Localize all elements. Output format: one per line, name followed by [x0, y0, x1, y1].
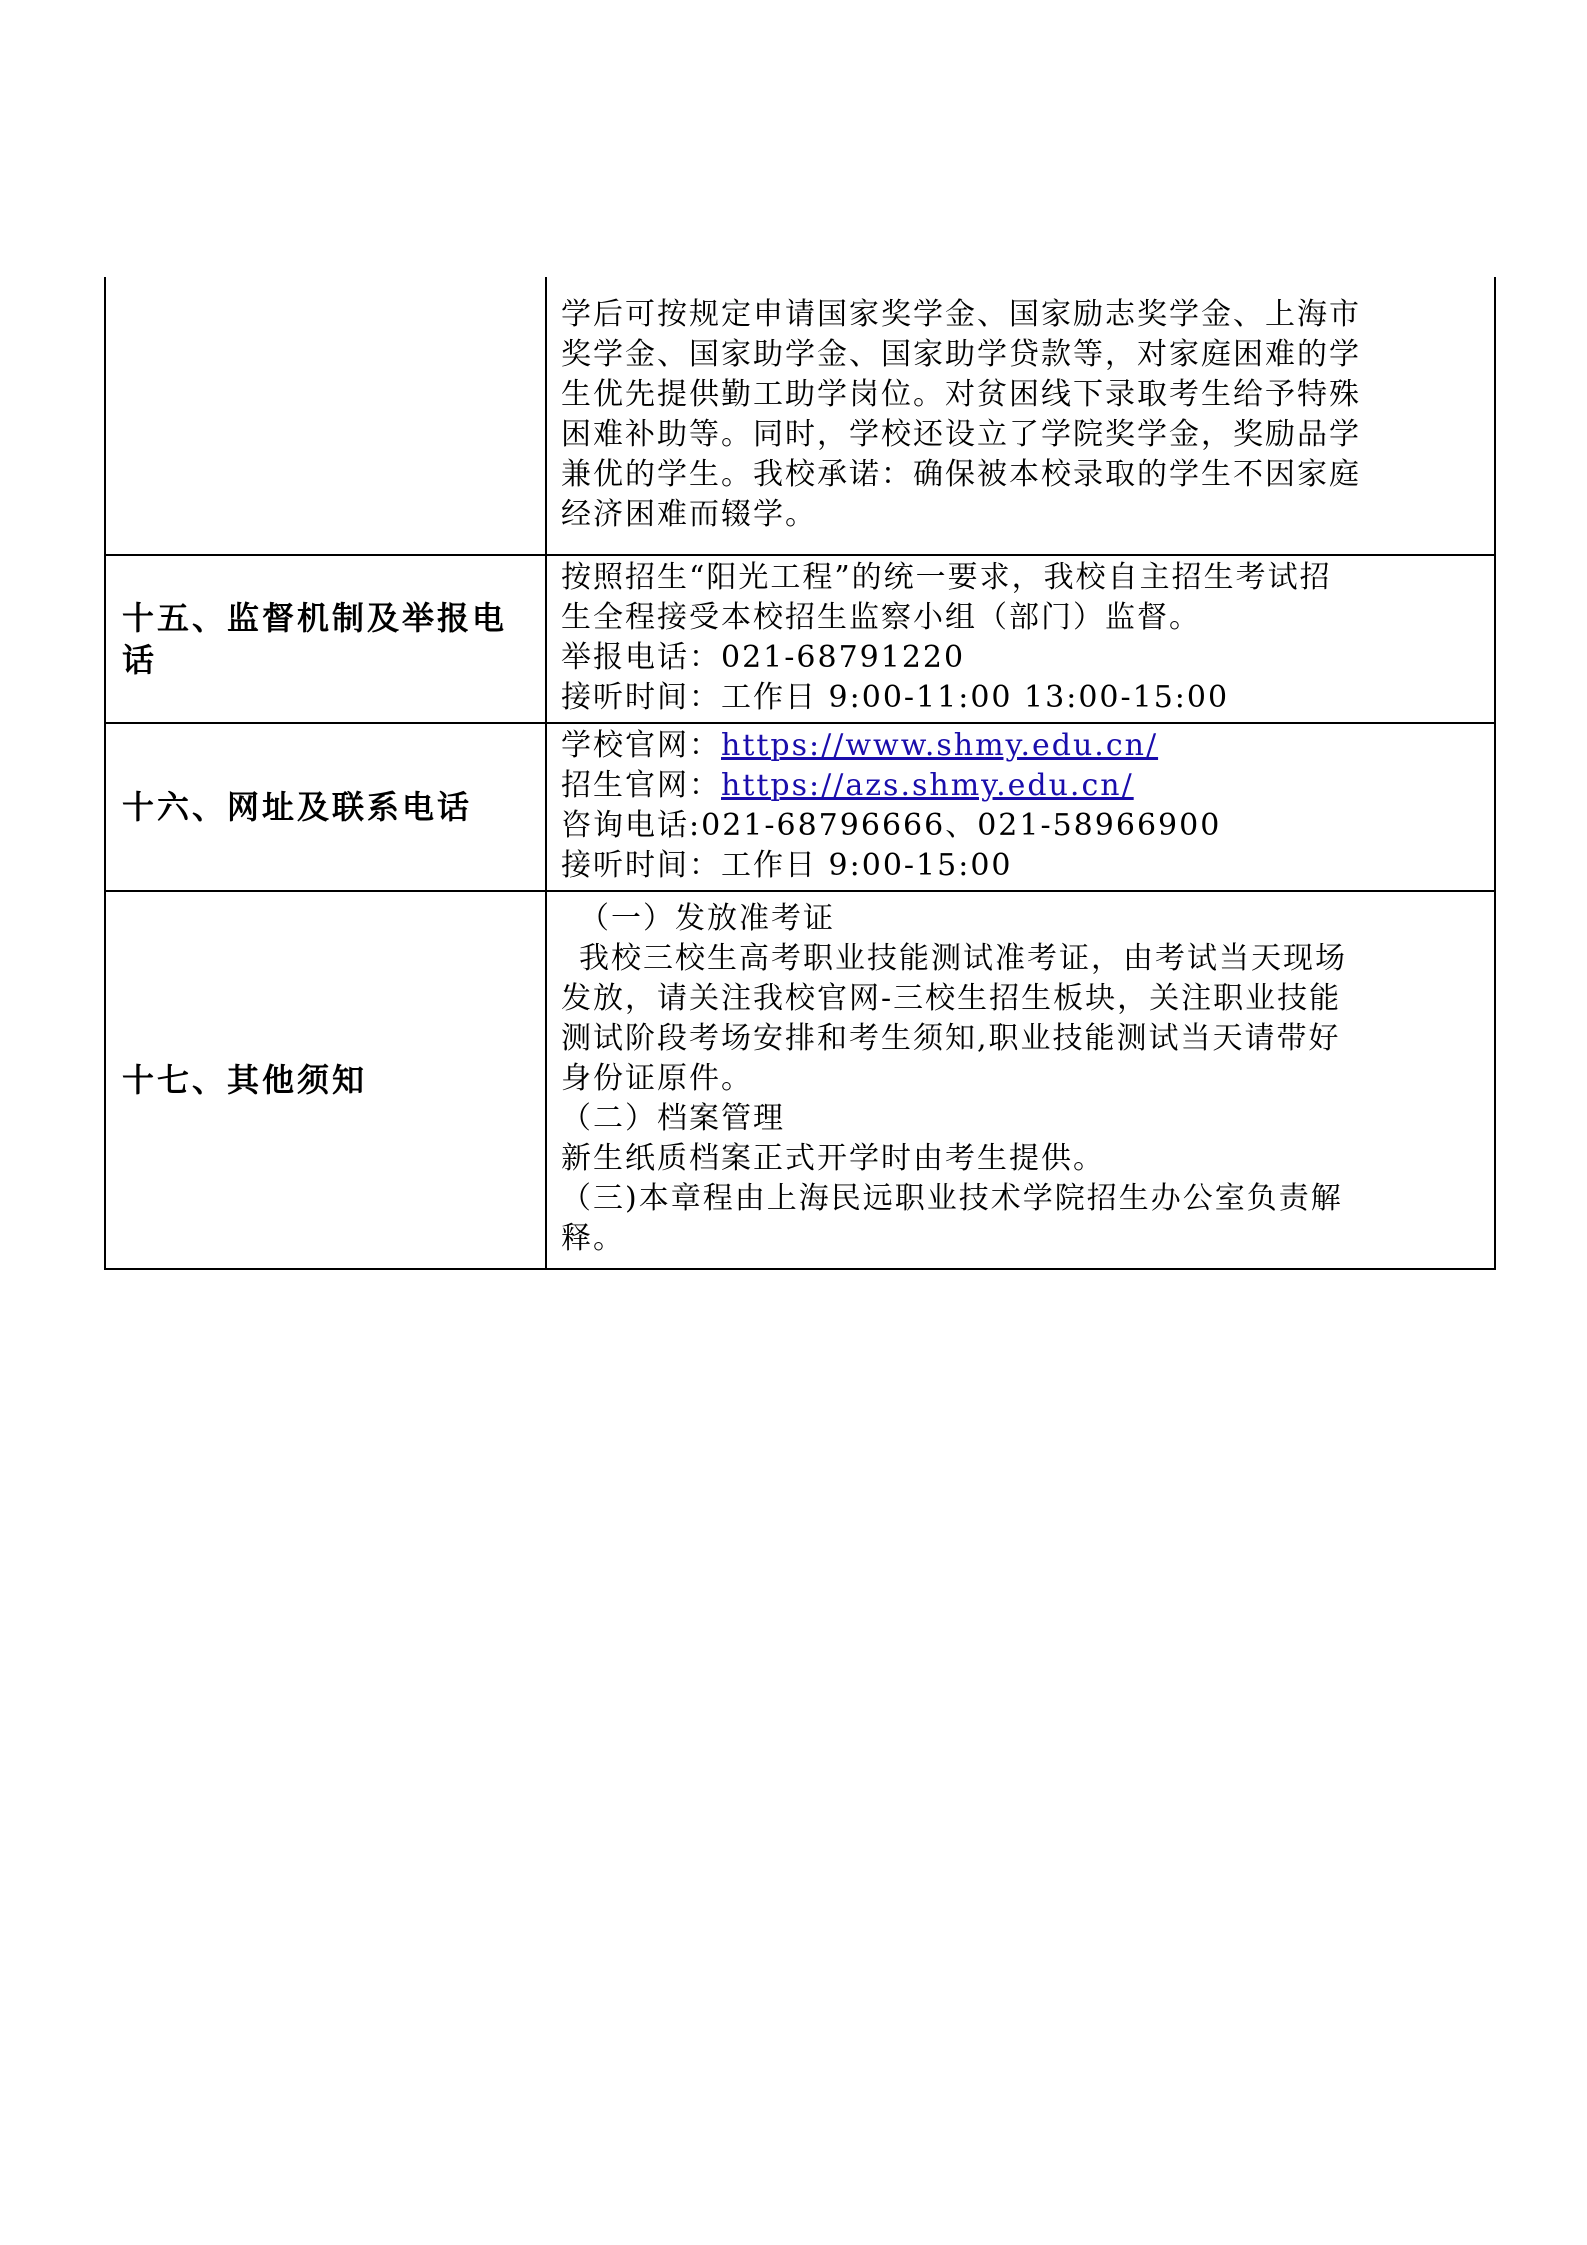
report-phone: 举报电话：021-68791220	[561, 640, 966, 675]
table-row-contacts	[105, 723, 1495, 891]
admission-site-line	[561, 766, 1486, 806]
school-site-line	[561, 726, 1486, 766]
scholarship-line-2: 奖学金、国家助学金、国家助学贷款等，对家庭困难的学	[561, 336, 1361, 372]
admission-site-link[interactable]: https://azs.shmy.edu.cn/	[721, 768, 1134, 803]
contacts-content	[546, 723, 1495, 891]
school-site-link[interactable]: https://www.shmy.edu.cn/	[721, 728, 1159, 763]
table-row-other-notes	[105, 891, 1495, 1269]
supervision-line-2: 生全程接受本校招生监察小组（部门）监督。	[561, 600, 1201, 635]
scholarship-line-5: 兼优的学生。我校承诺：确保被本校录取的学生不因家庭	[561, 456, 1361, 492]
table-row-scholarship-continued	[105, 277, 1495, 555]
supervision-label-line-2: 话	[122, 641, 158, 679]
consult-phone: 咨询电话:021-68796666、021-58966900	[561, 808, 1222, 843]
consult-hours: 接听时间：工作日 9:00-15:00	[561, 848, 1013, 883]
notes-heading-3: （三)本章程由上海民远职业技术学院招生办公室负责解	[561, 1181, 1343, 1216]
notes-line-5: 新生纸质档案正式开学时由考生提供。	[561, 1141, 1105, 1176]
row-label-empty	[105, 277, 546, 555]
notes-line-4: 身份证原件。	[561, 1061, 753, 1096]
supervision-line-1: 按照招生“阳光工程”的统一要求，我校自主招生考试招	[561, 560, 1332, 595]
notes-heading-1: （一）发放准考证	[579, 901, 835, 936]
notes-line-2: 发放，请关注我校官网-三校生招生板块，关注职业技能	[561, 981, 1342, 1016]
contacts-label: 十六、网址及联系电话	[105, 723, 546, 891]
scholarship-content	[546, 277, 1495, 555]
notes-heading-2: （二）档案管理	[561, 1101, 785, 1136]
report-hours: 接听时间：工作日 9:00-11:00 13:00-15:00	[561, 680, 1230, 715]
scholarship-line-1: 学后可按规定申请国家奖学金、国家励志奖学金、上海市	[561, 296, 1361, 332]
notes-line-1: 我校三校生高考职业技能测试准考证，由考试当天现场	[579, 941, 1347, 976]
other-notes-content	[546, 891, 1495, 1269]
supervision-label-line-1: 十五、监督机制及举报电	[122, 599, 508, 637]
other-notes-label: 十七、其他须知	[105, 891, 546, 1269]
supervision-content	[546, 555, 1495, 723]
scholarship-line-3: 生优先提供勤工助学岗位。对贫困线下录取考生给予特殊	[561, 376, 1361, 412]
supervision-label	[105, 555, 546, 723]
admission-rules-table	[104, 277, 1496, 1270]
notes-line-3: 测试阶段考场安排和考生须知,职业技能测试当天请带好	[561, 1021, 1341, 1056]
scholarship-line-6: 经济困难而辍学。	[561, 496, 817, 532]
admission-site-label: 招生官网：	[561, 768, 721, 803]
table-row-supervision	[105, 555, 1495, 723]
scholarship-line-4: 困难补助等。同时，学校还设立了学院奖学金，奖励品学	[561, 416, 1361, 452]
notes-line-6: 释。	[561, 1221, 625, 1256]
school-site-label: 学校官网：	[561, 728, 721, 763]
